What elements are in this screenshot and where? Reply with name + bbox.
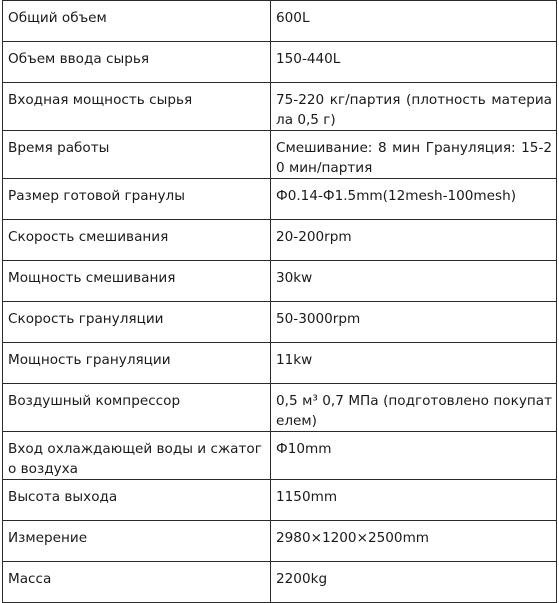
table-row <box>3 42 557 83</box>
row-label: Высота выхода <box>3 480 271 521</box>
table-row <box>3 384 557 432</box>
row-label: Время работы <box>3 131 271 179</box>
table-row <box>3 220 557 261</box>
row-label: Скорость грануляции <box>3 302 271 343</box>
row-label: Масса <box>3 562 271 603</box>
table-row <box>3 343 557 384</box>
row-value: Ф10mm <box>271 432 557 480</box>
table-row <box>3 261 557 302</box>
row-value: 50-3000rpm <box>271 302 557 343</box>
row-label: Мощность смешивания <box>3 261 271 302</box>
table-row <box>3 302 557 343</box>
row-value: 11kw <box>271 343 557 384</box>
row-value: 30kw <box>271 261 557 302</box>
table-row <box>3 1 557 42</box>
row-value: 150-440L <box>271 42 557 83</box>
table-row <box>3 562 557 603</box>
row-value: Ф0.14-Ф1.5mm(12mesh-100mesh) <box>271 179 557 220</box>
row-label: Входная мощность сырья <box>3 83 271 131</box>
row-value: 0,5 м³ 0,7 МПа (подготовлено покупателем) <box>271 384 557 432</box>
table-row <box>3 179 557 220</box>
row-value: 600L <box>271 1 557 42</box>
row-value: 2200kg <box>271 562 557 603</box>
row-value: 75-220 кг/партия (плотность материала 0,5 г) <box>271 83 557 131</box>
row-label: Объем ввода сырья <box>3 42 271 83</box>
row-label: Скорость смешивания <box>3 220 271 261</box>
table-row <box>3 521 557 562</box>
table-row <box>3 83 557 131</box>
row-value: Смешивание: 8 мин Грануляция: 15-20 мин/партия <box>271 131 557 179</box>
row-value: 20-200rpm <box>271 220 557 261</box>
table-row <box>3 131 557 179</box>
table-row <box>3 480 557 521</box>
row-label: Мощность грануляции <box>3 343 271 384</box>
row-value: 2980×1200×2500mm <box>271 521 557 562</box>
row-label: Вход охлаждающей воды и сжатого воздуха <box>3 432 271 480</box>
table-row <box>3 432 557 480</box>
row-label: Общий объем <box>3 1 271 42</box>
row-label: Воздушный компрессор <box>3 384 271 432</box>
row-value: 1150mm <box>271 480 557 521</box>
row-label: Размер готовой гранулы <box>3 179 271 220</box>
row-label: Измерение <box>3 521 271 562</box>
specifications-table <box>2 0 557 603</box>
